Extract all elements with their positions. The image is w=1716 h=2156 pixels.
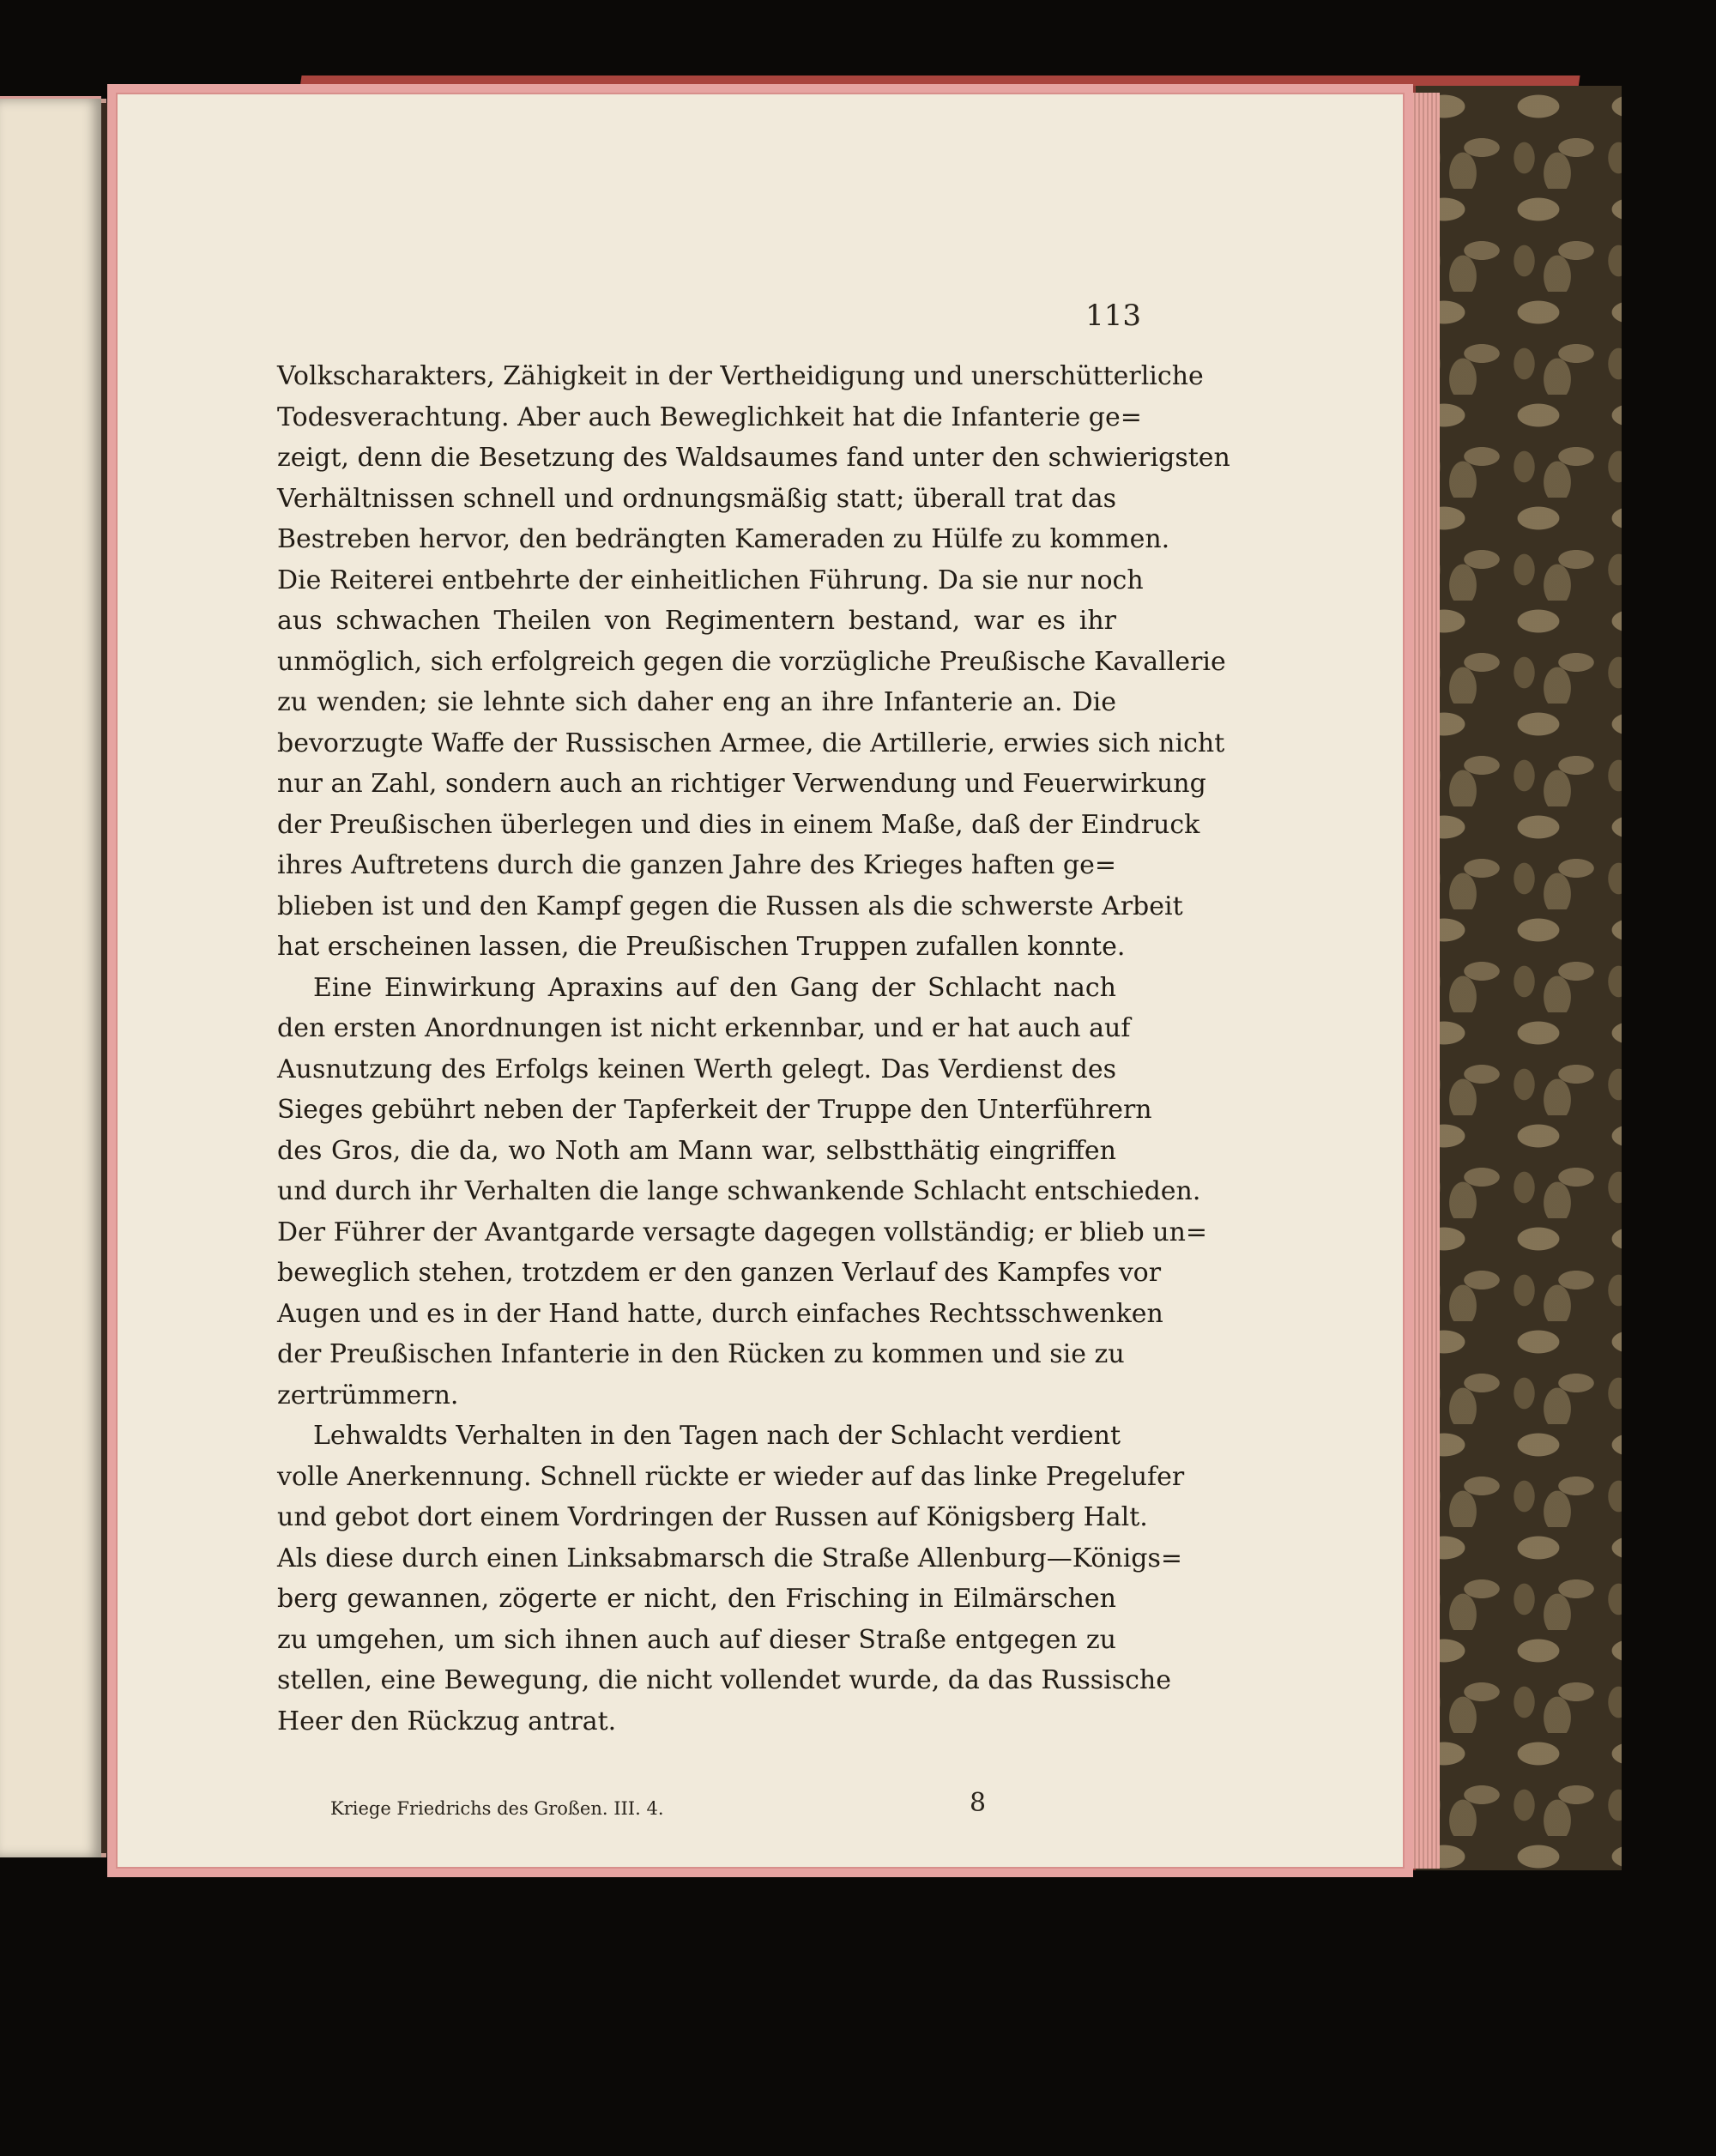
text-line: volle Anerkennung. Schnell rückte er wieder auf das linke Pregelufer bbox=[277, 1461, 1185, 1492]
text-line: der Preußischen überlegen und dies in einem Maße, daß der Eindruck bbox=[277, 809, 1200, 840]
text-line: Bestreben hervor, den bedrängten Kameraden zu Hülfe zu kommen. bbox=[277, 524, 1170, 554]
text-line: den ersten Anordnungen ist nicht erkennbar, und er hat auch auf bbox=[277, 1013, 1131, 1043]
text-line: und gebot dort einem Vordringen der Russen auf Königsberg Halt. bbox=[277, 1502, 1148, 1532]
text-line: bevorzugte Waffe der Russischen Armee, die Artillerie, erwies sich nicht bbox=[277, 728, 1225, 758]
text-line: hat erscheinen lassen, die Preußischen Truppen zufallen konnte. bbox=[277, 932, 1126, 962]
text-line: zertrümmern. bbox=[277, 1380, 459, 1410]
paragraph bbox=[277, 1416, 1185, 1742]
text-line: beweglich stehen, trotzdem er den ganzen Verlauf des Kampfes vor bbox=[277, 1258, 1162, 1288]
text-line: Todesverachtung. Aber auch Beweglichkeit hat die Infanterie ge= bbox=[277, 402, 1142, 432]
text-line: zu wenden; sie lehnte sich daher eng an ihre Infanterie an. Die bbox=[277, 687, 1116, 717]
body-text bbox=[277, 356, 1230, 1742]
text-line: Verhältnissen schnell und ordnungsmäßig statt; überall trat das bbox=[277, 483, 1116, 514]
text-line: Die Reiterei entbehrte der einheitlichen Führung. Da sie nur noch bbox=[277, 565, 1144, 595]
running-footer-title: Kriege Friedrichs des Großen. III. 4. bbox=[330, 1798, 664, 1819]
text-line: Augen und es in der Hand hatte, durch einfaches Rechtsschwenken bbox=[277, 1298, 1163, 1329]
text-line: Der Führer der Avantgarde versagte dagegen vollständig; er blieb un= bbox=[277, 1217, 1208, 1247]
text-line: Heer den Rückzug antrat. bbox=[277, 1706, 617, 1736]
text-line: Sieges gebührt neben der Tapferkeit der Truppe den Unterführern bbox=[277, 1095, 1152, 1125]
left-page bbox=[0, 99, 106, 1857]
text-line: aus schwachen Theilen von Regimentern bestand, war es ihr bbox=[277, 606, 1116, 636]
signature-mark: 8 bbox=[970, 1788, 987, 1818]
paragraph bbox=[277, 968, 1208, 1416]
text-line: stellen, eine Bewegung, die nicht vollendet wurde, da das Russische bbox=[277, 1665, 1171, 1695]
text-line: ihres Auftretens durch die ganzen Jahre des Krieges haften ge= bbox=[277, 850, 1116, 880]
text-line: blieben ist und den Kampf gegen die Russen als die schwerste Arbeit bbox=[277, 891, 1183, 921]
paragraph bbox=[277, 356, 1230, 968]
text-line: Lehwaldts Verhalten in den Tagen nach der Schlacht verdient bbox=[313, 1421, 1121, 1451]
text-line: des Gros, die da, wo Noth am Mann war, selbstthätig eingriffen bbox=[277, 1135, 1116, 1166]
text-line: nur an Zahl, sondern auch an richtiger Verwendung und Feuerwirkung bbox=[277, 769, 1206, 799]
text-line: berg gewannen, zögerte er nicht, den Frisching in Eilmärschen bbox=[277, 1584, 1116, 1614]
text-line: zu umgehen, um sich ihnen auch auf dieser Straße entgegen zu bbox=[277, 1624, 1116, 1655]
text-line: Ausnutzung des Erfolgs keinen Werth gelegt. Das Verdienst des bbox=[277, 1054, 1116, 1084]
page-number: 113 bbox=[1085, 299, 1141, 333]
text-line: zeigt, denn die Besetzung des Waldsaumes fand unter den schwierigsten bbox=[277, 443, 1230, 473]
text-line: der Preußischen Infanterie in den Rücken zu kommen und sie zu bbox=[277, 1339, 1125, 1369]
text-line: Eine Einwirkung Apraxins auf den Gang der Schlacht nach bbox=[313, 972, 1116, 1003]
text-line: Als diese durch einen Linksabmarsch die Straße Allenburg—Königs= bbox=[277, 1543, 1183, 1573]
text-line: Volkscharakters, Zähigkeit in der Vertheidigung und unerschütterliche bbox=[277, 361, 1204, 391]
text-line: und durch ihr Verhalten die lange schwankende Schlacht entschieden. bbox=[277, 1176, 1201, 1206]
text-line: unmöglich, sich erfolgreich gegen die vorzügliche Preußische Kavallerie bbox=[277, 646, 1226, 677]
